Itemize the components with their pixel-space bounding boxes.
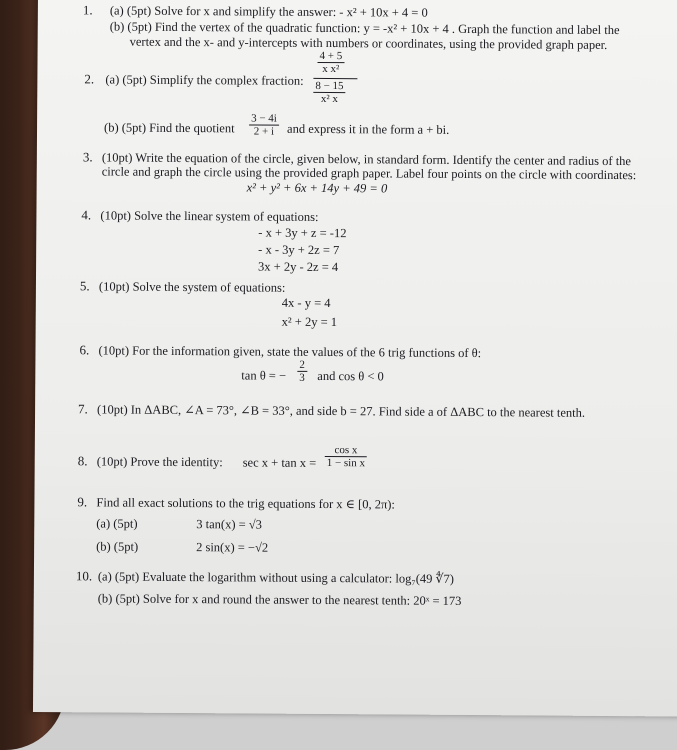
identity-lhs: sec x + tan x = bbox=[242, 455, 317, 470]
worksheet-page bbox=[33, 0, 677, 717]
equation-9a: 3 tan(x) = √3 bbox=[196, 517, 262, 532]
problem-2b: (b) (5pt) Find the quotient bbox=[104, 120, 235, 136]
problem-4-number: 4. bbox=[81, 207, 92, 223]
problem-2-number: 2. bbox=[84, 71, 95, 87]
problem-1a: (a) (5pt) Solve for x and simplify the answer: - x² + 10x + 4 = 0 bbox=[109, 3, 428, 20]
problem-1b-cont: vertex and the x- and y-intercepts with numbers or coordinates, using the provided graph paper. bbox=[129, 34, 608, 52]
problem-1-number: 1. bbox=[82, 2, 93, 18]
problem-9-label: Find all exact solutions to the trig equations for x ∈ [0, 2π): bbox=[96, 495, 395, 512]
equation-4-1: - x + 3y + z = -12 bbox=[258, 225, 347, 241]
quotient-fraction: $\frac{3 - 4i}{2 + i}$ bbox=[249, 112, 279, 137]
problem-10a: (a) (5pt) Evaluate the logarithm without using a calculator: log₇(49 ∜7) bbox=[97, 569, 454, 586]
problem-7-number: 7. bbox=[78, 401, 88, 417]
problem-3-number: 3. bbox=[82, 149, 93, 165]
problem-2a: (a) (5pt) Simplify the complex fraction: bbox=[105, 72, 304, 88]
equation-5-1: 4x - y = 4 bbox=[281, 295, 331, 311]
identity-fraction: $\frac{\text{cos x}}{\text{1 − sin x}}$ bbox=[325, 444, 367, 469]
circle-equation: x² + y² + 6x + 14y + 49 = 0 bbox=[246, 180, 388, 196]
complex-fraction-bottom: $\frac{8 - 15}{\text{x² x}}$ bbox=[313, 80, 345, 105]
problem-5-number: 5. bbox=[79, 278, 90, 294]
equation-9b: 2 sin(x) = −√2 bbox=[196, 540, 269, 555]
problem-6-number: 6. bbox=[79, 342, 90, 358]
complex-fraction-top: $\frac{4 + 5}{\text{x x²}}$ bbox=[317, 50, 344, 75]
problem-4-label: (10pt) Solve the linear system of equations: bbox=[100, 208, 319, 224]
problem-3-text: (10pt) Write the equation of the circle, given below, in standard form. Identify the center and radius of the bbox=[101, 150, 632, 169]
problem-8-number: 8. bbox=[77, 453, 88, 469]
complex-fraction bbox=[315, 50, 346, 75]
problem-5-label: (10pt) Solve the system of equations: bbox=[98, 279, 286, 295]
problem-10-number: 10. bbox=[75, 568, 93, 584]
problem-9a: (a) (5pt) bbox=[96, 516, 138, 531]
equation-4-2: - x - 3y + 2z = 7 bbox=[258, 242, 340, 258]
problem-1b: (b) (5pt) Find the vertex of the quadratic function: y = -x² + 10x + 4 . Graph the function and label the bbox=[109, 19, 620, 38]
problem-7-text: (10pt) In ΔABC, ∠A = 73°, ∠B = 33°, and side b = 27. Find side a of ΔABC to the nearest tenth. bbox=[97, 402, 586, 420]
problem-2b-tail: and express it in the form a + bi. bbox=[287, 121, 450, 137]
cos-condition: and cos θ < 0 bbox=[317, 368, 384, 384]
tan-fraction: $\frac{2}{3}$ bbox=[299, 358, 305, 384]
problem-8-label: (10pt) Prove the identity: bbox=[96, 454, 223, 470]
problem-9b: (b) (5pt) bbox=[96, 539, 139, 554]
equation-4-3: 3x + 2y - 2z = 4 bbox=[258, 259, 339, 275]
problem-9-number: 9. bbox=[77, 494, 88, 510]
equation-5-2: x² + 2y = 1 bbox=[281, 314, 338, 330]
problem-10b: (b) (5pt) Solve for x and round the answer to the nearest tenth: 20ˣ = 173 bbox=[97, 591, 462, 608]
tan-expression: tan θ = − bbox=[241, 368, 287, 383]
problem-6-label: (10pt) For the information given, state the values of the 6 trig functions of θ: bbox=[98, 343, 482, 361]
problem-3-text-cont: circle and graph the circle using the provided graph paper. Label four points on the circle with coordinates: bbox=[101, 164, 637, 183]
